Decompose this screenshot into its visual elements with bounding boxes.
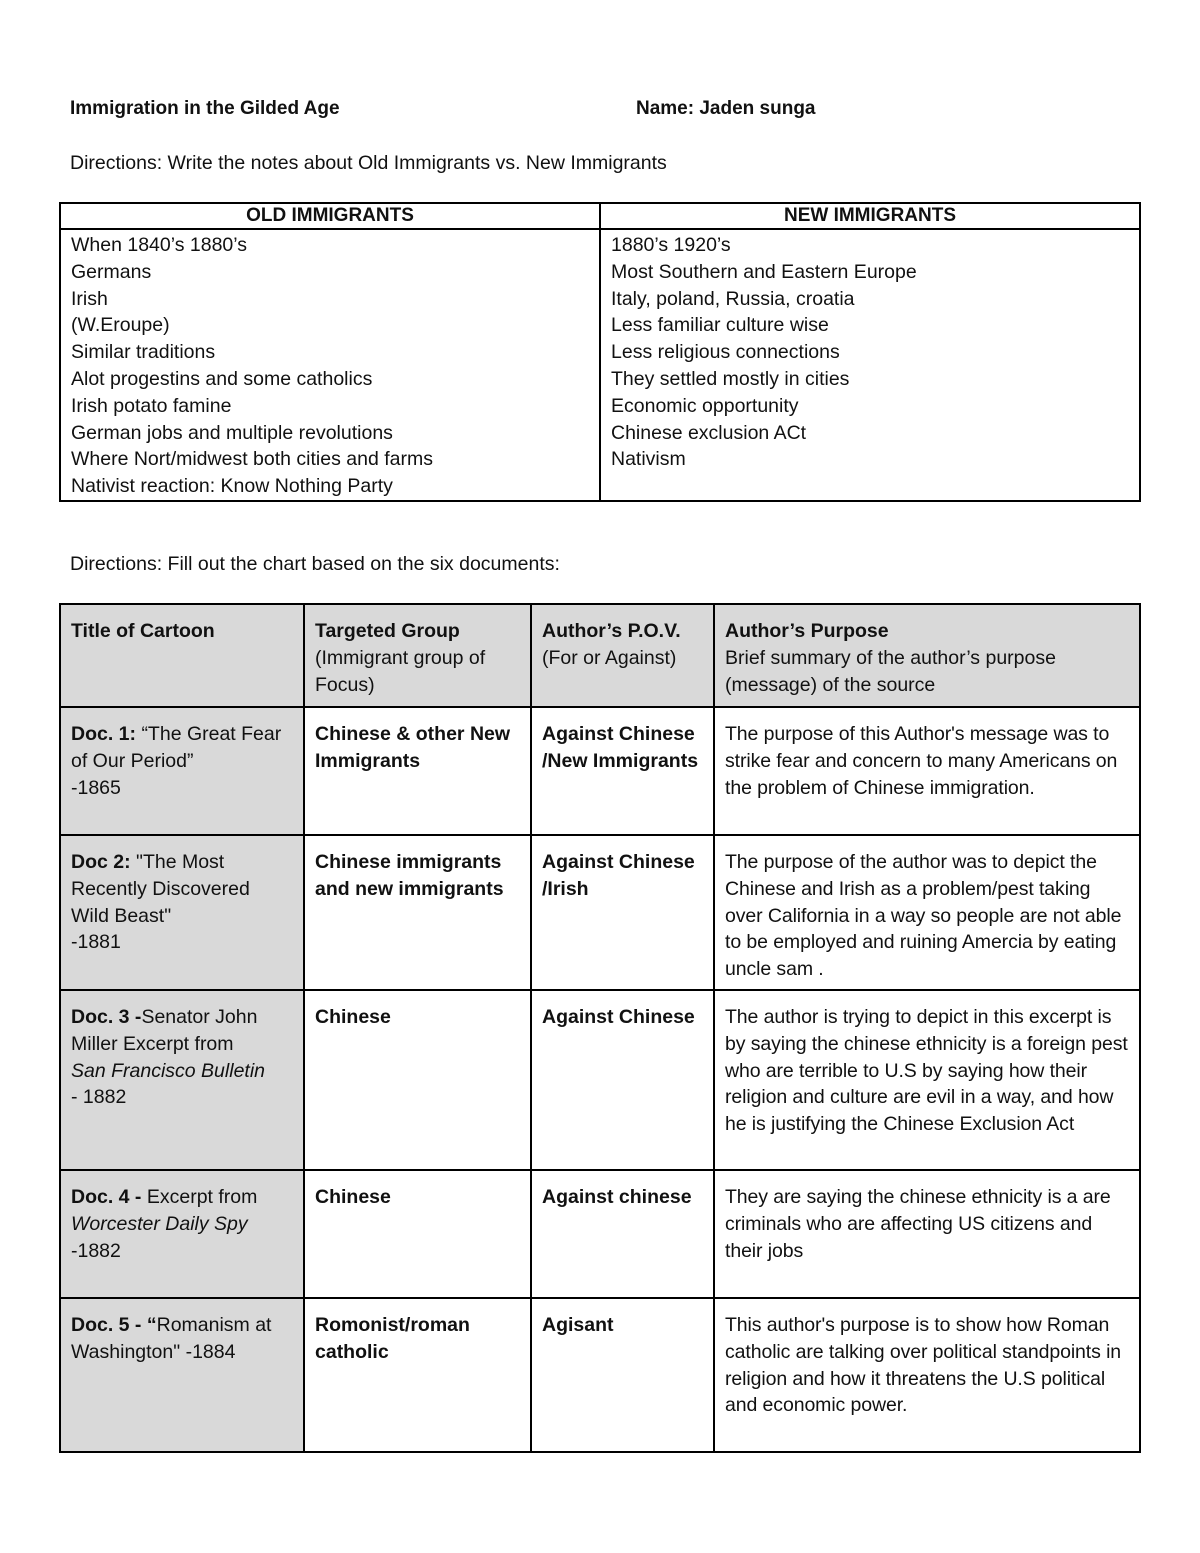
student-name: Name: Jaden sunga bbox=[636, 98, 816, 119]
header-pov-sub: (For or Against) bbox=[542, 646, 677, 669]
pov-cell: Against Chinese /Irish bbox=[531, 835, 714, 990]
purpose-cell: The purpose of the author was to depict the Chinese and Irish as a problem/pest taking over California in a way so people are not able to be employed and ruining Amercia by eating uncle sam . bbox=[714, 835, 1140, 990]
doc-label: Doc. 5 - “ bbox=[71, 1314, 157, 1336]
doc-title-cell bbox=[60, 1298, 304, 1452]
worksheet-title: Immigration in the Gilded Age bbox=[70, 98, 340, 119]
targeted-group-cell: Chinese bbox=[304, 990, 531, 1170]
header-authors-pov bbox=[531, 604, 714, 707]
old-note: When 1840’s 1880’s bbox=[71, 234, 247, 256]
purpose-cell: The purpose of this Author's message was to strike fear and concern to many Americans on the problem of Chinese immigration. bbox=[714, 707, 1140, 835]
new-note: 1880’s 1920’s bbox=[611, 234, 731, 256]
header-group-sub: (Immigrant group of Focus) bbox=[315, 646, 486, 696]
table-row bbox=[60, 990, 1140, 1170]
new-note: Nativism bbox=[611, 448, 686, 471]
doc-title-cell bbox=[60, 990, 304, 1170]
doc-year: - 1882 bbox=[71, 1086, 127, 1109]
directions-documents: Directions: Fill out the chart based on the six documents: bbox=[70, 553, 560, 575]
doc-title: Senator John Miller Excerpt from bbox=[71, 1006, 258, 1055]
new-note: They settled mostly in cities bbox=[611, 367, 850, 390]
table-row bbox=[60, 707, 1140, 835]
new-immigrants-header: NEW IMMIGRANTS bbox=[600, 203, 1140, 229]
pov-cell: Against chinese bbox=[531, 1170, 714, 1298]
old-note: Irish bbox=[71, 287, 108, 310]
header-title-of-cartoon bbox=[60, 604, 304, 707]
targeted-group-cell: Chinese immigrants and new immigrants bbox=[304, 835, 531, 990]
targeted-group-cell: Romonist/roman catholic bbox=[304, 1298, 531, 1452]
old-vs-new-notes-table bbox=[59, 202, 1141, 502]
pov-cell: Agisant bbox=[531, 1298, 714, 1452]
old-note: Irish potato famine bbox=[71, 394, 232, 417]
old-note: Where Nort/midwest both cities and farms bbox=[71, 448, 433, 471]
new-note: Economic opportunity bbox=[611, 394, 799, 417]
directions-notes: Directions: Write the notes about Old Immigrants vs. New Immigrants bbox=[70, 152, 667, 174]
targeted-group-cell: Chinese bbox=[304, 1170, 531, 1298]
header-targeted-group bbox=[304, 604, 531, 707]
header-purpose-sub: Brief summary of the author’s purpose (message) of the source bbox=[725, 646, 1056, 696]
header-authors-purpose bbox=[714, 604, 1140, 707]
doc-title-cell bbox=[60, 835, 304, 990]
pov-cell: Against Chinese /New Immigrants bbox=[531, 707, 714, 835]
doc-year: -1881 bbox=[71, 931, 121, 954]
doc-title: Excerpt from bbox=[146, 1186, 258, 1208]
old-note: Similar traditions bbox=[71, 341, 216, 364]
table-row bbox=[60, 1298, 1140, 1452]
header-group-label: Targeted Group bbox=[315, 620, 460, 642]
doc-source: San Francisco Bulletin bbox=[71, 1059, 266, 1082]
old-immigrants-header: OLD IMMIGRANTS bbox=[60, 203, 600, 229]
doc-source: Worcester Daily Spy bbox=[71, 1212, 248, 1235]
purpose-cell: The author is trying to depict in this excerpt is by saying the chinese ethnicity is a foreign pest who are terrible to U.S by saying how their religion and culture are evil in a way, and how he is justifying the Chinese Exclusion Act bbox=[714, 990, 1140, 1170]
old-note: (W.Eroupe) bbox=[71, 314, 170, 337]
old-immigrants-notes bbox=[60, 229, 600, 501]
table-row bbox=[60, 835, 1140, 990]
header-title-label: Title of Cartoon bbox=[71, 620, 215, 642]
old-note: Nativist reaction: Know Nothing Party bbox=[71, 475, 393, 498]
doc-title: Romanism at Washington" -1884 bbox=[71, 1314, 272, 1363]
old-note: German jobs and multiple revolutions bbox=[71, 421, 393, 444]
new-note: Most Southern and Eastern Europe bbox=[611, 260, 917, 283]
doc-label: Doc 2: bbox=[71, 851, 137, 873]
documents-chart bbox=[59, 603, 1141, 1453]
new-note: Less religious connections bbox=[611, 341, 840, 364]
new-note: Italy, poland, Russia, croatia bbox=[611, 287, 855, 310]
doc-title-cell bbox=[60, 1170, 304, 1298]
header-pov-label: Author’s P.O.V. bbox=[542, 620, 681, 642]
new-immigrants-notes bbox=[600, 229, 1140, 501]
doc-title: "The Most Recently Discovered Wild Beast" bbox=[71, 851, 250, 927]
pov-cell: Against Chinese bbox=[531, 990, 714, 1170]
doc-year: -1882 bbox=[71, 1239, 121, 1262]
purpose-cell: They are saying the chinese ethnicity is a are criminals who are affecting US citizens and their jobs bbox=[714, 1170, 1140, 1298]
new-note: Chinese exclusion ACt bbox=[611, 421, 807, 444]
doc-title: “The Great Fear of Our Period” bbox=[71, 723, 282, 772]
purpose-cell: This author's purpose is to show how Roman catholic are talking over political standpoints in religion and how it threatens the U.S political and economic power. bbox=[714, 1298, 1140, 1452]
doc-title-cell bbox=[60, 707, 304, 835]
targeted-group-cell: Chinese & other New Immigrants bbox=[304, 707, 531, 835]
doc-label: Doc. 1: bbox=[71, 723, 142, 745]
old-note: Germans bbox=[71, 260, 152, 283]
header-purpose-label: Author’s Purpose bbox=[725, 620, 889, 642]
doc-year: -1865 bbox=[71, 776, 121, 799]
doc-label: Doc. 4 - bbox=[71, 1186, 147, 1208]
doc-label: Doc. 3 - bbox=[71, 1006, 142, 1028]
new-note: Less familiar culture wise bbox=[611, 314, 829, 337]
table-row bbox=[60, 1170, 1140, 1298]
old-note: Alot progestins and some catholics bbox=[71, 367, 373, 390]
